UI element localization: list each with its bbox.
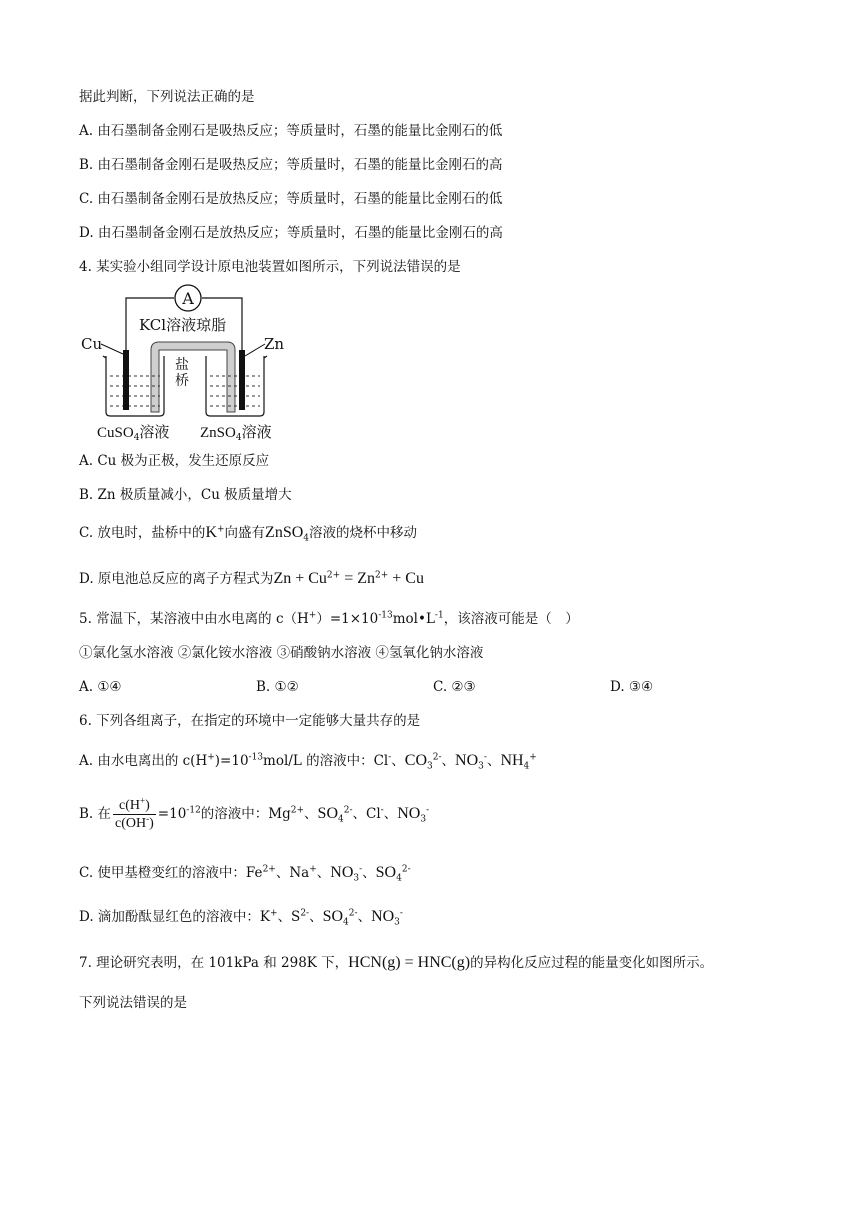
q3-option-a[interactable]: A. 由石墨制备金刚石是吸热反应；等质量时，石墨的能量比金刚石的低 <box>79 123 503 139</box>
q6-option-d[interactable]: D. 滴加酚酞显红色的溶液中：K+、$S^{2-}$、$SO_4^{2-}$、$NO_3^-$ <box>79 908 403 928</box>
q5-option-a[interactable]: A. ①④ <box>79 679 122 695</box>
q4-option-d[interactable]: D. 原电池总反应的离子方程式为$Zn + Cu^{2+} = Zn^{2+} + Cu$ <box>79 570 424 587</box>
q5-option-c[interactable]: C. ②③ <box>433 679 476 695</box>
bridge-label: KCl溶液琼脂 <box>139 316 227 334</box>
ammeter-label: A <box>182 289 194 308</box>
left-solution-label: CuSO$_4$溶液 <box>97 423 170 443</box>
cu-electrode <box>123 350 129 410</box>
concentration-ratio-fraction: $\frac{c(H^+)}{c(OH^-)}$ <box>115 795 154 831</box>
q5-option-b[interactable]: B. ①② <box>256 679 299 695</box>
q7-stem: 7. 理论研究表明，在 101kPa 和 298K 下，HCN(g) = HNC(g)的异构化反应过程的能量变化如图所示。 <box>79 954 714 971</box>
q3-option-d[interactable]: D. 由石墨制备金刚石是放热反应；等质量时，石墨的能量比金刚石的高 <box>79 225 503 241</box>
q6-option-b[interactable]: B. 在 $\frac{c(H^+)}{c(OH^-)}$ $=10^{-12}$的溶液中：$Mg^{2+}$、$SO_4^{2-}$、Cl-、$NO_3^-$ <box>79 795 430 831</box>
q6-option-a[interactable]: A. 由水电离出的 $c(H^+)=10^{-13}mol/L$ 的溶液中：Cl-、$CO_3^{2-}$、$NO_3^-$、$NH_4^+$ <box>79 752 537 772</box>
right-solution-label: ZnSO$_4$溶液 <box>200 423 272 443</box>
q5-stem: 5. 常温下，某溶液中由水电离的 $c(H^+)=1\times 10^{-13}mol•L^{-1}$，该溶液可能是（ ） <box>79 610 579 627</box>
bridge-char-2: 桥 <box>175 373 189 389</box>
q6-option-c[interactable]: C. 使甲基橙变红的溶液中：$Fe^{2+}$、Na+、$NO_3^-$、$SO_4^{2-}$ <box>79 864 411 884</box>
q4-option-b[interactable]: B. Zn 极质量减小，Cu 极质量增大 <box>79 487 292 503</box>
cu-label: Cu <box>81 335 103 353</box>
galvanic-cell-figure <box>79 284 299 444</box>
q5-option-d[interactable]: D. ③④ <box>610 679 654 695</box>
q7-stem-line2: 下列说法错误的是 <box>79 995 187 1011</box>
zn-electrode <box>239 350 245 410</box>
q4-option-c[interactable]: C. 放电时，盐桥中的K+向盛有ZnSO$_4$溶液的烧杯中移动 <box>79 524 418 544</box>
q3-option-c[interactable]: C. 由石墨制备金刚石是放热反应；等质量时，石墨的能量比金刚石的低 <box>79 191 503 207</box>
bridge-char-1: 盐 <box>175 357 189 373</box>
q5-choices: ①氯化氢水溶液 ②氯化铵水溶液 ③硝酸钠水溶液 ④氢氧化钠水溶液 <box>79 645 484 661</box>
q4-option-a[interactable]: A. Cu 极为正极，发生还原反应 <box>79 453 270 469</box>
q6-stem: 6. 下列各组离子，在指定的环境中一定能够大量共存的是 <box>79 713 421 729</box>
q3-option-b[interactable]: B. 由石墨制备金刚石是吸热反应；等质量时，石墨的能量比金刚石的高 <box>79 157 503 173</box>
zn-label: Zn <box>264 335 285 353</box>
question-intro: 据此判断，下列说法正确的是 <box>79 89 255 105</box>
q4-stem: 4. 某实验小组同学设计原电池装置如图所示，下列说法错误的是 <box>79 259 461 275</box>
